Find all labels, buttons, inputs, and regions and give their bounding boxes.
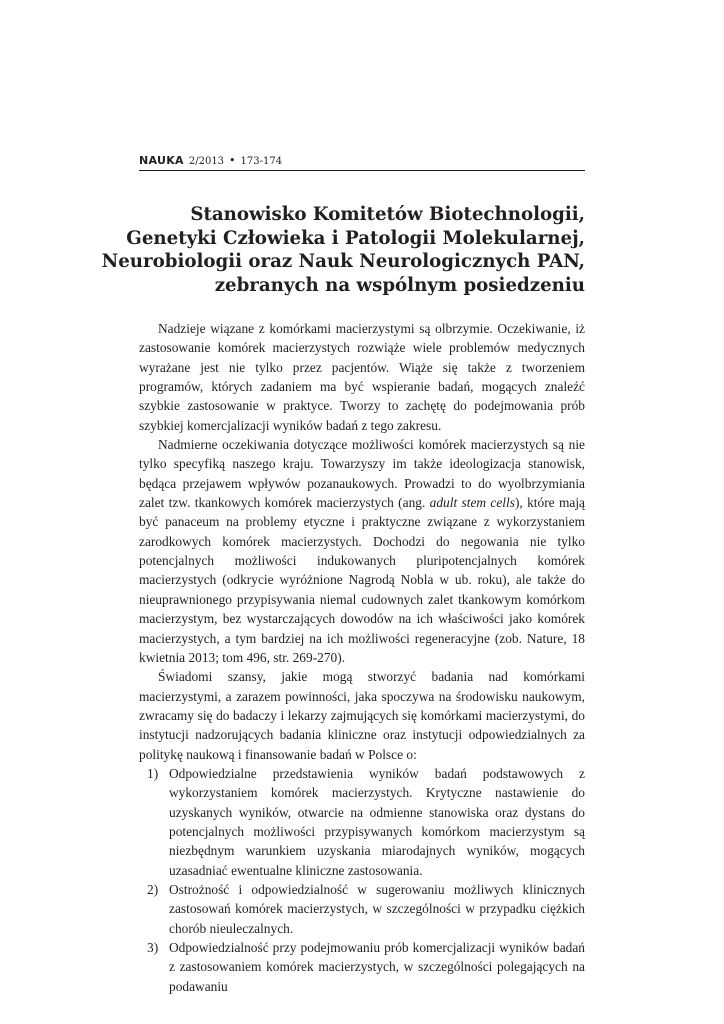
list-number: 1) bbox=[147, 765, 159, 781]
journal-name: NAUKA bbox=[139, 154, 184, 167]
list-number: 3) bbox=[147, 940, 159, 955]
title-line: Neurobiologii oraz Nauk Neurologicznych PAN, bbox=[101, 251, 585, 272]
list-item bbox=[139, 938, 585, 996]
page-range: 173-174 bbox=[240, 156, 283, 167]
article-title bbox=[100, 203, 585, 297]
list-item-text: Ostrożność i odpowiedzialność w sugerowaniu możliwych klinicznych zastosowań komórek macierzystych, w szczególności w przypadku ciężkich chorób nieuleczalnych. bbox=[169, 881, 585, 936]
title-line: Genetyki Człowieka i Patologii Molekularnej, bbox=[126, 227, 585, 249]
list-item bbox=[139, 764, 585, 880]
running-header bbox=[139, 152, 585, 171]
paragraph-appeal: Świadomi szansy, jakie mogą stworzyć badania nad komórkami macierzystymi, a zarazem powinności, jaka spoczywa na środowisku naukowym, zwracamy się do badaczy i lekarzy zajmujących się komórkami macierzystymi, do instytucji nadzorujących badania kliniczne oraz instytucji odpowiedzialnych za politykę naukową i finansowanie badań w Polsce o: bbox=[139, 669, 585, 762]
paragraph-ideologization bbox=[139, 435, 585, 667]
header-separator: • bbox=[229, 154, 236, 167]
title-line: Stanowisko Komitetów Biotechnologii, bbox=[190, 204, 585, 225]
list-item bbox=[139, 880, 585, 938]
article-body bbox=[139, 319, 585, 996]
list-number: 2) bbox=[147, 881, 159, 897]
italic-term: adult stem cells bbox=[429, 495, 515, 511]
title-line: zebranych na wspólnym posiedzeniu bbox=[214, 274, 585, 296]
list-item-text: Odpowiedzialne przedstawienia wyników badań podstawowych z wykorzystaniem komórek macierzystych. Krytyczne nastawienie do uzyskanych wyników, otwarcie na odmienne stanowiska oraz dystans do potencjalnych możliwości przypisywanych komórkom macierzystym są niezbędnym warunkiem uzyskania miarodajnych wyników, mogących uzasadniać ewentualne kliniczne zastosowania. bbox=[169, 765, 585, 878]
paragraph-text: Nadmierne oczekiwania dotyczące możliwości komórek macierzystych są nie tylko specyfiką naszego kraju. Towarzyszy im także ideologizacja stanowisk, będąca przejawem wpływów pozanaukowych. Prowadzi to do wyolbrzymiania zalet tzw. tkankowych komórek macierzystych (ang. bbox=[139, 437, 585, 511]
list-item-text: Odpowiedzialność przy podejmowaniu prób komercjalizacji wyników badań z zastosowaniem komórek macierzystych, w szczególności polegających na podawaniu bbox=[169, 940, 585, 994]
issue-number: 2/2013 bbox=[188, 156, 225, 167]
paragraph-text: ), które mają być panaceum na problemy etyczne i praktyczne związane z wykorzystaniem zarodkowych komórek macierzystych. Dochodzi do negowania nie tylko potencjalnych możliwości indukowanych pluripotencjalnych komórek macierzystych (odkrycie wyróżnione Nagrodą Nobla w ub. roku), ale także do nieuprawnionego przypisywania niemal cudownych zalet tkankowym komórkom macierzystym, bez wystarczających dowodów na ich właściwości jako komórek macierzystych, a tym bardziej na ich możliwości regeneracyjne (zob. Nature, 18 kwietnia 2013; tom 496, str. 269-270). bbox=[139, 495, 585, 665]
paragraph-expectations: Nadzieje wiązane z komórkami macierzystymi są olbrzymie. Oczekiwanie, iż zastosowanie komórek macierzystych rozwiąże wiele problemów medycznych wyrażane jest nie tylko przez pacjentów. Wiąże się także z tworzeniem programów, których zadaniem ma być wspieranie badań, mogących znaleźć szybkie zastosowanie w praktyce. Tworzy to zachętę do podejmowania prób szybkiej komercjalizacji wyników badań z tego zakresu. bbox=[139, 321, 585, 433]
appeal-list bbox=[139, 764, 585, 996]
